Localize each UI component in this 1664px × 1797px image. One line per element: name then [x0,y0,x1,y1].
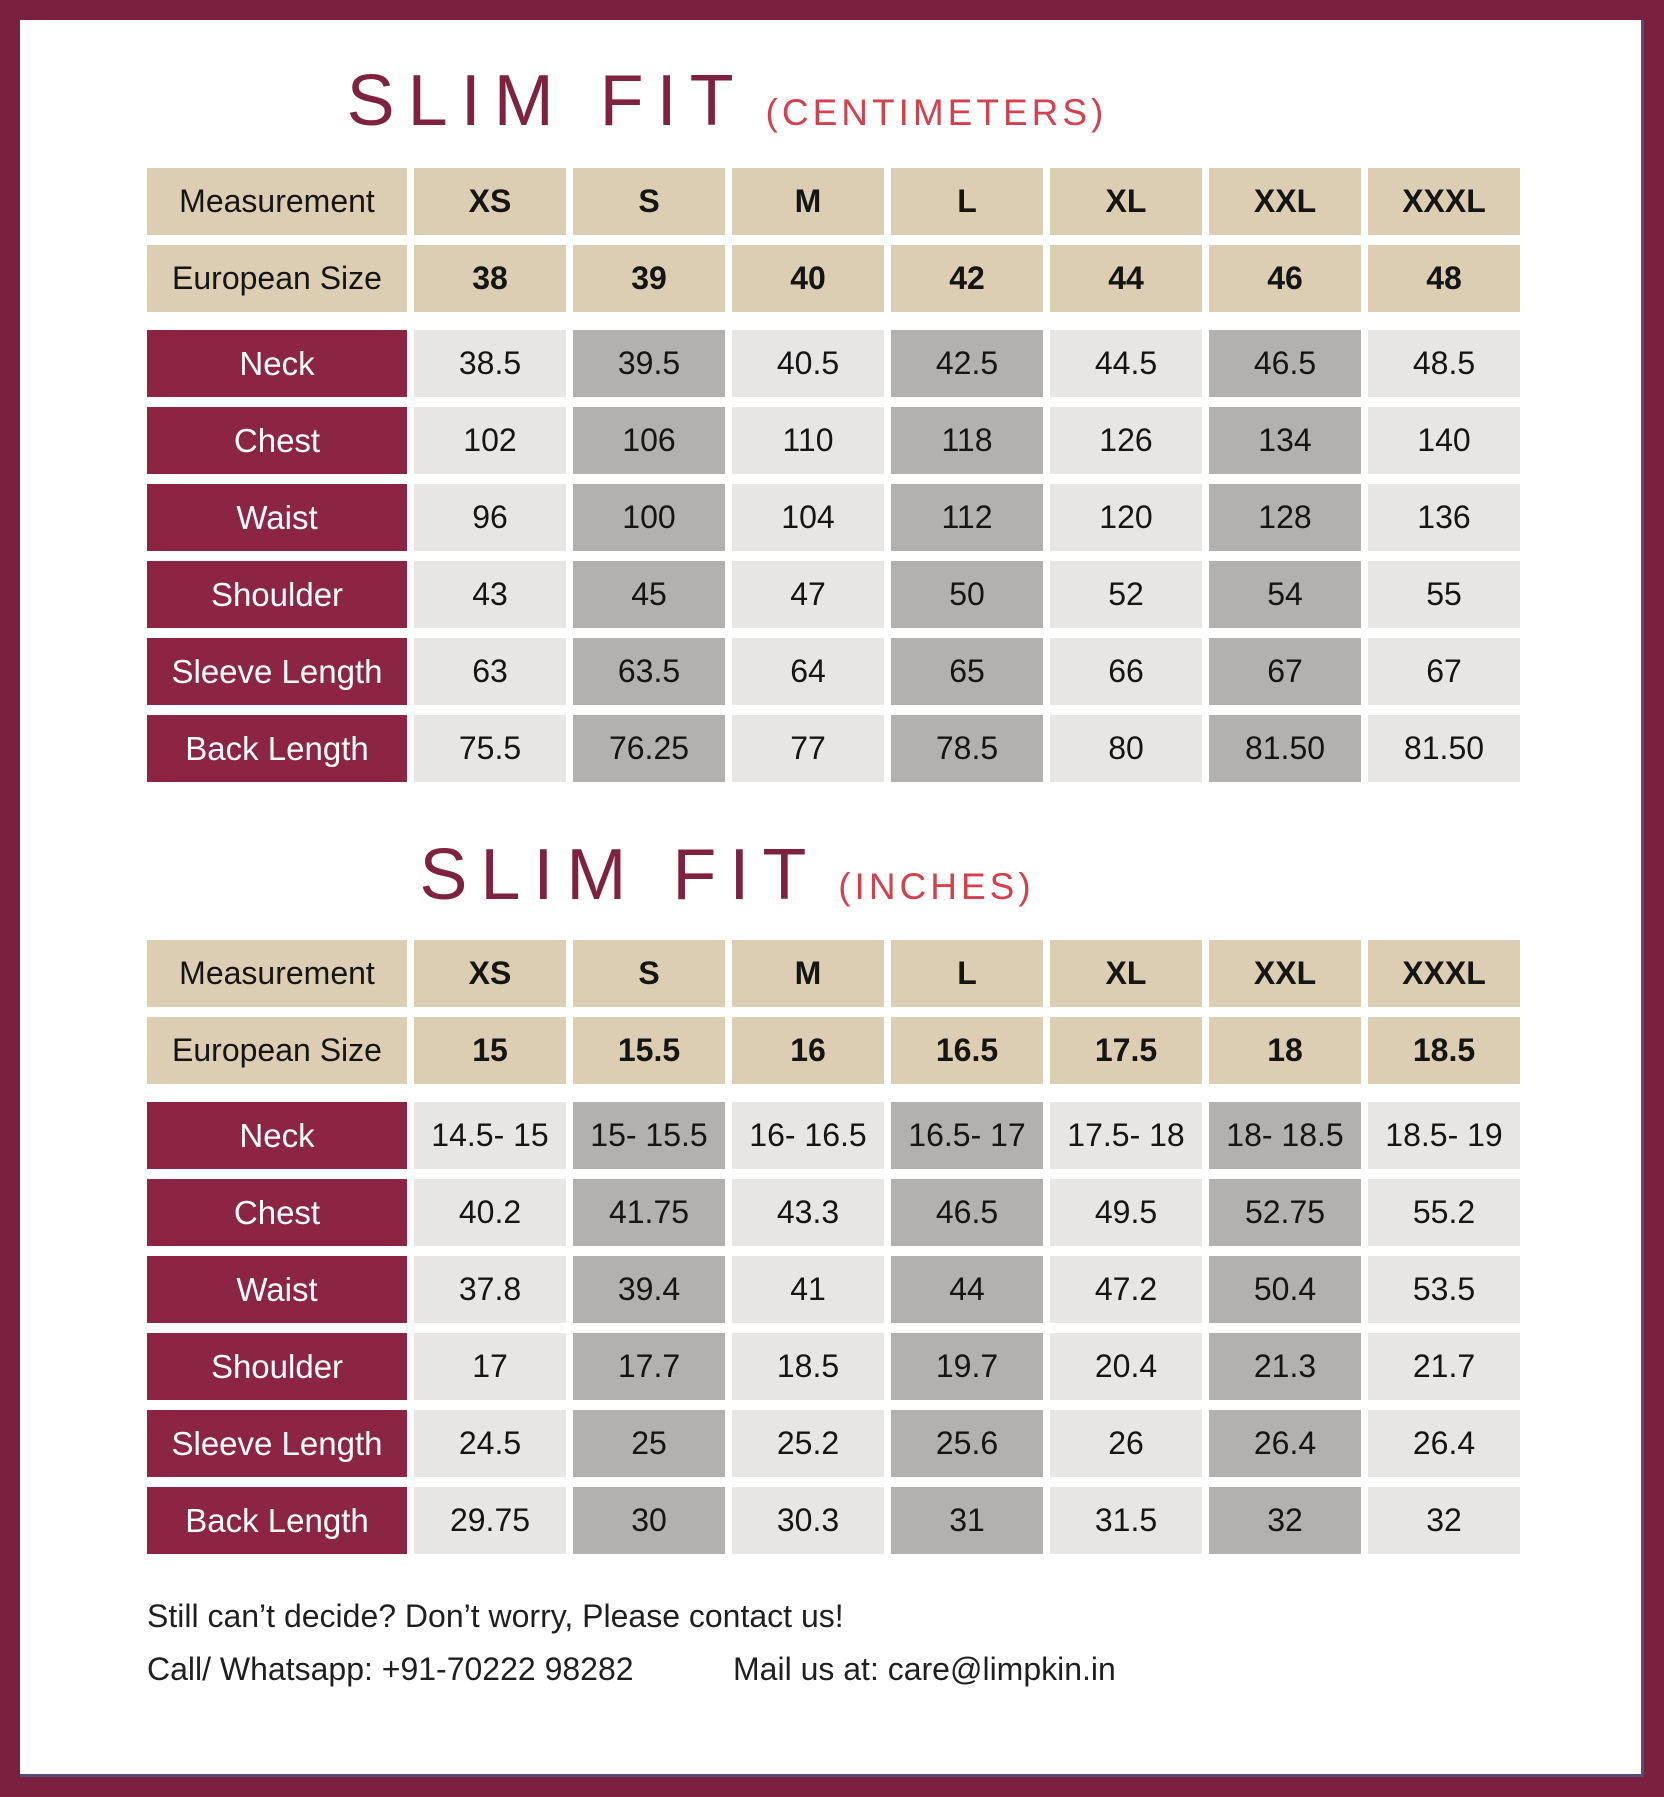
cell-shoulder-xl: 20.4 [1050,1333,1202,1400]
cell-back-length-xxl: 81.50 [1209,715,1361,782]
section-inches [147,834,1644,1554]
cell-chest-xs: 40.2 [414,1179,566,1246]
cell-neck-xxxl: 48.5 [1368,330,1520,397]
row-label-waist: Waist [147,484,407,551]
header-size-xl: XL [1050,168,1202,235]
table-row [147,407,1644,474]
european-size-xxxl: 48 [1368,245,1520,312]
cell-sleeve-length-xxxl: 26.4 [1368,1410,1520,1477]
cell-shoulder-xxxl: 55 [1368,561,1520,628]
header-size-s: S [573,168,725,235]
section-title-centimeters [147,60,1307,142]
header-size-m: M [732,168,884,235]
table-row [147,1017,1644,1084]
table-row [147,1179,1644,1246]
cell-waist-xxxl: 53.5 [1368,1256,1520,1323]
cell-back-length-xxxl: 32 [1368,1487,1520,1554]
cell-shoulder-xxxl: 21.7 [1368,1333,1520,1400]
cell-back-length-l: 78.5 [891,715,1043,782]
cell-waist-xs: 37.8 [414,1256,566,1323]
cell-back-length-m: 77 [732,715,884,782]
cell-sleeve-length-xxl: 67 [1209,638,1361,705]
cell-waist-xs: 96 [414,484,566,551]
table-row [147,1102,1644,1169]
row-label-sleeve-length: Sleeve Length [147,638,407,705]
cell-neck-s: 15- 15.5 [573,1102,725,1169]
header-european-size: European Size [147,245,407,312]
cell-back-length-xs: 29.75 [414,1487,566,1554]
header-size-s: S [573,940,725,1007]
header-size-m: M [732,940,884,1007]
row-label-neck: Neck [147,330,407,397]
cell-shoulder-s: 45 [573,561,725,628]
european-size-xl: 44 [1050,245,1202,312]
cell-sleeve-length-s: 25 [573,1410,725,1477]
european-size-xs: 15 [414,1017,566,1084]
european-size-l: 42 [891,245,1043,312]
cell-back-length-xl: 31.5 [1050,1487,1202,1554]
cell-chest-s: 106 [573,407,725,474]
cell-shoulder-s: 17.7 [573,1333,725,1400]
table-row [147,715,1644,782]
table-row [147,330,1644,397]
cell-chest-xl: 49.5 [1050,1179,1202,1246]
cell-shoulder-m: 47 [732,561,884,628]
section-title-inches [147,834,1307,916]
cell-chest-xxl: 52.75 [1209,1179,1361,1246]
title-unit-centimeters: (CENTIMETERS) [765,92,1108,133]
cell-waist-s: 100 [573,484,725,551]
cell-neck-l: 16.5- 17 [891,1102,1043,1169]
table-row [147,484,1644,551]
header-measurement: Measurement [147,168,407,235]
table-row [147,1410,1644,1477]
cell-back-length-s: 76.25 [573,715,725,782]
cell-neck-xs: 38.5 [414,330,566,397]
cell-waist-xxl: 128 [1209,484,1361,551]
table-row [147,1256,1644,1323]
cell-waist-s: 39.4 [573,1256,725,1323]
cell-neck-m: 16- 16.5 [732,1102,884,1169]
cell-back-length-l: 31 [891,1487,1043,1554]
table-row [147,1487,1644,1554]
page-content [20,20,1644,1688]
cell-back-length-m: 30.3 [732,1487,884,1554]
row-label-neck: Neck [147,1102,407,1169]
header-size-l: L [891,168,1043,235]
footer-help-text: Still can’t decide? Don’t worry, Please contact us! [147,1598,844,1634]
cell-sleeve-length-xl: 26 [1050,1410,1202,1477]
cell-neck-xs: 14.5- 15 [414,1102,566,1169]
cell-chest-l: 46.5 [891,1179,1043,1246]
cell-back-length-xxxl: 81.50 [1368,715,1520,782]
row-label-shoulder: Shoulder [147,561,407,628]
cell-back-length-s: 30 [573,1487,725,1554]
cell-neck-xl: 17.5- 18 [1050,1102,1202,1169]
european-size-m: 40 [732,245,884,312]
header-size-xs: XS [414,168,566,235]
header-size-xxxl: XXXL [1368,168,1520,235]
row-label-chest: Chest [147,407,407,474]
row-label-shoulder: Shoulder [147,1333,407,1400]
table-row [147,245,1644,312]
title-slim-fit: SLIM FIT [419,835,820,915]
size-table-inches [147,940,1644,1554]
cell-sleeve-length-s: 63.5 [573,638,725,705]
cell-chest-xxxl: 140 [1368,407,1520,474]
row-label-waist: Waist [147,1256,407,1323]
cell-waist-m: 41 [732,1256,884,1323]
cell-sleeve-length-xxl: 26.4 [1209,1410,1361,1477]
footer-email: Mail us at: care@limpkin.in [733,1651,1116,1687]
cell-chest-m: 110 [732,407,884,474]
cell-chest-xs: 102 [414,407,566,474]
cell-sleeve-length-l: 25.6 [891,1410,1043,1477]
cell-neck-xxl: 46.5 [1209,330,1361,397]
cell-neck-xxxl: 18.5- 19 [1368,1102,1520,1169]
european-size-m: 16 [732,1017,884,1084]
header-size-xxl: XXL [1209,168,1361,235]
header-size-l: L [891,940,1043,1007]
cell-back-length-xxl: 32 [1209,1487,1361,1554]
row-label-back-length: Back Length [147,715,407,782]
header-size-xl: XL [1050,940,1202,1007]
header-european-size: European Size [147,1017,407,1084]
header-size-xxxl: XXXL [1368,940,1520,1007]
european-size-xxl: 46 [1209,245,1361,312]
european-size-s: 15.5 [573,1017,725,1084]
european-size-l: 16.5 [891,1017,1043,1084]
cell-chest-m: 43.3 [732,1179,884,1246]
section-centimeters [147,60,1644,782]
cell-waist-l: 44 [891,1256,1043,1323]
cell-chest-l: 118 [891,407,1043,474]
cell-waist-xxl: 50.4 [1209,1256,1361,1323]
cell-neck-m: 40.5 [732,330,884,397]
title-unit-inches: (INCHES) [838,866,1035,907]
cell-shoulder-xl: 52 [1050,561,1202,628]
cell-neck-xxl: 18- 18.5 [1209,1102,1361,1169]
cell-sleeve-length-xxxl: 67 [1368,638,1520,705]
cell-shoulder-l: 50 [891,561,1043,628]
cell-waist-xl: 47.2 [1050,1256,1202,1323]
table-row [147,561,1644,628]
header-measurement: Measurement [147,940,407,1007]
row-label-chest: Chest [147,1179,407,1246]
table-row [147,940,1644,1007]
cell-chest-xl: 126 [1050,407,1202,474]
cell-neck-l: 42.5 [891,330,1043,397]
european-size-xl: 17.5 [1050,1017,1202,1084]
cell-shoulder-l: 19.7 [891,1333,1043,1400]
european-size-xxxl: 18.5 [1368,1017,1520,1084]
cell-sleeve-length-xl: 66 [1050,638,1202,705]
cell-sleeve-length-xs: 63 [414,638,566,705]
cell-sleeve-length-l: 65 [891,638,1043,705]
header-size-xxl: XXL [1209,940,1361,1007]
cell-shoulder-m: 18.5 [732,1333,884,1400]
table-row [147,168,1644,235]
cell-shoulder-xs: 17 [414,1333,566,1400]
european-size-xs: 38 [414,245,566,312]
cell-back-length-xs: 75.5 [414,715,566,782]
footer-contact-line [147,1651,1644,1688]
table-row [147,638,1644,705]
cell-shoulder-xs: 43 [414,561,566,628]
cell-chest-s: 41.75 [573,1179,725,1246]
cell-chest-xxxl: 55.2 [1368,1179,1520,1246]
table-row [147,1333,1644,1400]
european-size-xxl: 18 [1209,1017,1361,1084]
cell-waist-l: 112 [891,484,1043,551]
cell-sleeve-length-m: 25.2 [732,1410,884,1477]
header-size-xs: XS [414,940,566,1007]
cell-sleeve-length-m: 64 [732,638,884,705]
footer [147,1598,1644,1688]
cell-sleeve-length-xs: 24.5 [414,1410,566,1477]
cell-waist-xl: 120 [1050,484,1202,551]
european-size-s: 39 [573,245,725,312]
row-label-sleeve-length: Sleeve Length [147,1410,407,1477]
title-slim-fit: SLIM FIT [346,61,747,141]
cell-back-length-xl: 80 [1050,715,1202,782]
cell-shoulder-xxl: 54 [1209,561,1361,628]
size-table-centimeters [147,168,1644,782]
footer-call-whatsapp: Call/ Whatsapp: +91-70222 98282 [147,1651,634,1687]
cell-chest-xxl: 134 [1209,407,1361,474]
cell-shoulder-xxl: 21.3 [1209,1333,1361,1400]
row-label-back-length: Back Length [147,1487,407,1554]
cell-neck-xl: 44.5 [1050,330,1202,397]
cell-waist-xxxl: 136 [1368,484,1520,551]
cell-waist-m: 104 [732,484,884,551]
cell-neck-s: 39.5 [573,330,725,397]
